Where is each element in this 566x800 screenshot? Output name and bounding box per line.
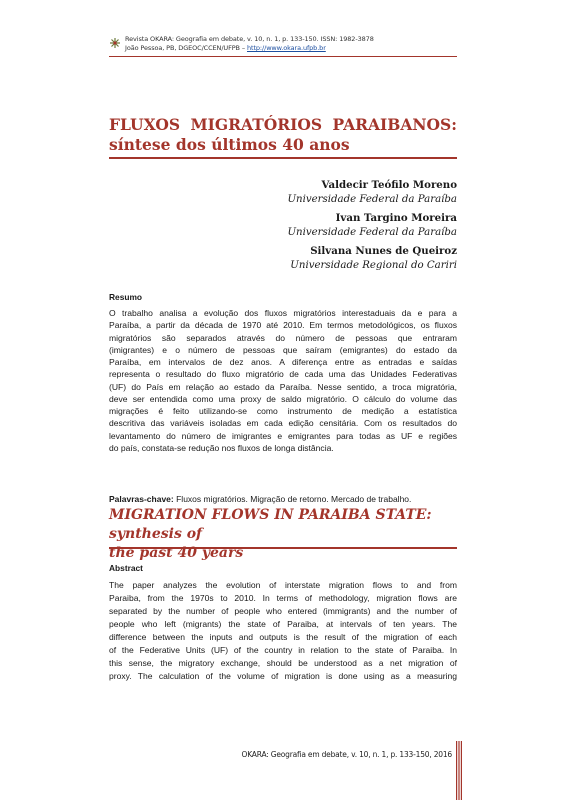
author-name: Ivan Targino Moreira [335, 212, 457, 224]
abstract-line: this sense, the migratory exchange, should be understood as a net migration of [109, 658, 457, 668]
author-list [287, 179, 457, 278]
header-location-text: João Pessoa, PB, DGEOC/CCEN/UFPB – [125, 44, 247, 52]
author-affiliation: Universidade Federal da Paraíba [287, 226, 457, 238]
resumo-line: deve ser entendida como uma proxy de saldo migratório. O cálculo do volume das [109, 393, 457, 404]
title-en-line-1: MIGRATION FLOWS IN PARAIBA STATE: synthesis of [109, 507, 432, 542]
journal-header [125, 35, 374, 53]
article-title-pt [109, 115, 457, 155]
author-affiliation: Universidade Federal da Paraíba [287, 193, 457, 205]
header-divider [109, 56, 457, 57]
keywords-label: Palavras-chave: [109, 494, 174, 504]
resumo-line: migrações é feito utilizando-se como instrumento de medição a estatística [109, 406, 457, 416]
resumo-line: migratórios são separados através do número de pessoas que entraram [109, 332, 457, 343]
page-footer: OKARA: Geografia em debate, v. 10, n. 1, p. 133-150, 2016 [241, 750, 452, 759]
resumo-body [109, 307, 457, 454]
abstract-line: of the Federative Units (UF) of the country in relation to the state of Paraiba. In [109, 645, 457, 655]
abstract-line: separated by the number of people who entered (immigrants) and the number of [109, 606, 457, 616]
title-en-line-2: the past 40 years [109, 545, 244, 561]
title-pt-line-2: síntese dos últimos 40 anos [109, 135, 350, 154]
header-location [125, 44, 374, 53]
keywords-text: Fluxos migratórios. Migração de retorno. Mercado de trabalho. [173, 494, 412, 504]
abstract-line: The paper analyzes the evolution of interstate migration flows to and from [109, 580, 457, 590]
title-en-divider [109, 547, 457, 549]
abstract-line: Paraiba, from the 1970s to 2010. In terms of methodology, migration flows are [109, 593, 457, 603]
author-name: Silvana Nunes de Queiroz [310, 245, 457, 257]
resumo-line: O trabalho analisa a evolução dos fluxos migratórios interestaduais da e para a [109, 308, 457, 318]
resumo-line: (UF) do País em relação ao estado da Paraíba. Nesse sentido, a troca migratória, [109, 381, 457, 392]
abstract-line: people who left (migrants) the state of Paraiba, at intervals of ten years. The [109, 619, 457, 629]
title-pt-divider [109, 157, 457, 159]
resumo-line: (imigrantes) e o número de pessoas que saíram (emigrantes) do estado da [109, 344, 457, 355]
resumo-heading: Resumo [109, 292, 143, 302]
resumo-line: levantamento do número de imigrantes e emigrantes para todas as UF e regiões [109, 430, 457, 441]
abstract-line: difference between the inputs and outputs is the result of the migration of each [109, 632, 457, 642]
journal-logo-icon [109, 37, 121, 49]
title-pt-line-1 [109, 115, 457, 135]
author-block [287, 245, 457, 272]
footer-accent-bars [456, 741, 462, 800]
author-affiliation: Universidade Regional do Cariri [290, 259, 457, 271]
title-word: PARAIBANOS: [332, 115, 457, 134]
header-citation: Revista OKARA: Geografia em debate, v. 10, n. 1, p. 133-150. ISSN: 1982-3878 [125, 35, 374, 43]
author-name: Valdecir Teófilo Moreno [321, 179, 457, 191]
title-word: MIGRATÓRIOS [190, 115, 323, 134]
author-block [287, 212, 457, 239]
abstract-line: proxy. The calculation of the volume of migration is done using as a measuring [109, 671, 457, 681]
abstract-body [109, 579, 457, 683]
resumo-line: descritiva das variáveis isoladas em cada edição censitária. Com os resultados do [109, 418, 457, 429]
journal-link[interactable]: http://www.okara.ufpb.br [246, 44, 326, 52]
abstract-heading: Abstract [109, 563, 143, 573]
resumo-line: do país, constata-se redução nos fluxos de longa distância. [109, 442, 334, 453]
title-word: FLUXOS [109, 115, 181, 134]
resumo-line: Paraíba, a partir da década de 1970 até 2010. Em termos metodológicos, os fluxos [109, 320, 457, 331]
keywords [109, 494, 411, 504]
author-block [287, 179, 457, 206]
resumo-line: representa o resultado do fluxo migratório de cada uma das Unidades Federativas [109, 369, 457, 380]
article-title-en [109, 506, 459, 563]
resumo-line: Paraíba, em intervalos de dez anos. A diferença entre as entradas e saídas [109, 357, 457, 367]
